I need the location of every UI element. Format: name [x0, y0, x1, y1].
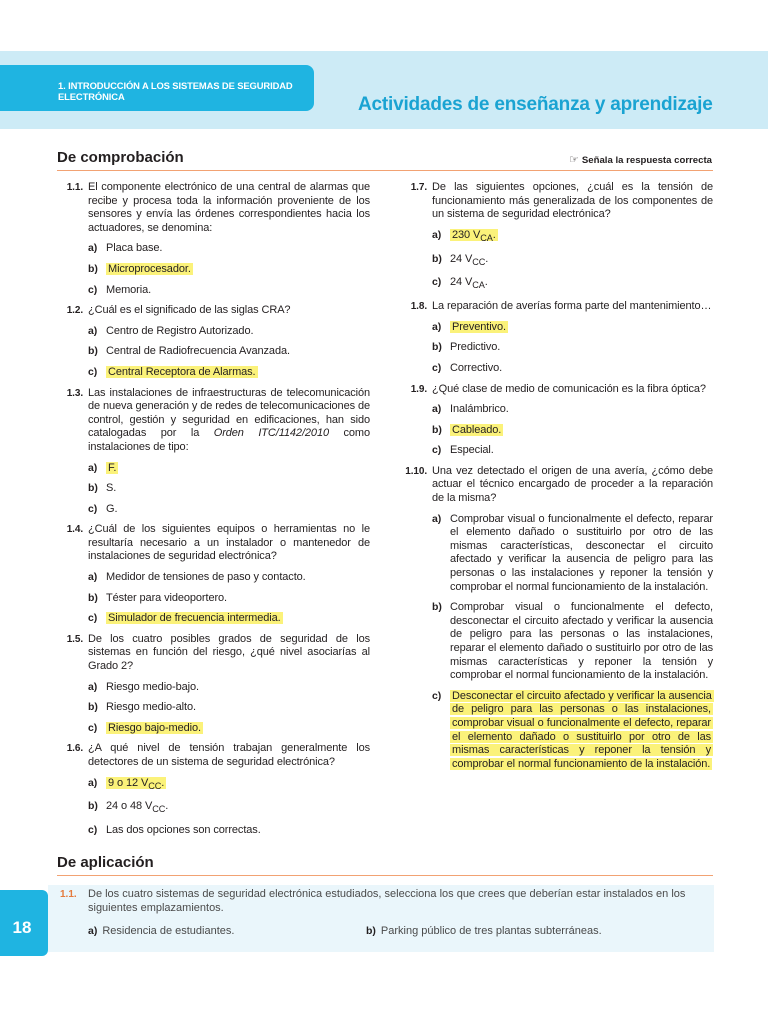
option-item	[88, 503, 370, 517]
option-highlighted	[88, 612, 370, 626]
question-item	[397, 181, 713, 293]
option-subscript: CA	[472, 280, 485, 291]
option-letter: b)	[88, 482, 98, 495]
option-text	[450, 601, 713, 681]
option-letter: b)	[88, 701, 98, 714]
option-text-main: 24 V	[450, 252, 473, 265]
option-text: Parking público de tres plantas subterráneas.	[380, 925, 602, 937]
question-text-part: La reparación de averías forma parte del mantenimiento…	[432, 300, 712, 313]
option-letter: b)	[432, 252, 442, 265]
option-text	[106, 777, 166, 789]
option-text-main: Comprobar visual o funcionalmente el defecto, desconectar el circuito afectado y verificar la ausencia de peligro para las personas o las instalaciones, reparar el elemento dañado o sustituirlo por otro de las mismas características y reponer la tensión y comprobar el normal funcionamiento de la instalación.	[450, 601, 713, 682]
option-letter: b)	[432, 423, 442, 436]
option-text-main: 24 V	[450, 276, 473, 289]
question-number: 1.6.	[66, 743, 83, 755]
option-text	[106, 503, 117, 515]
question-item	[57, 633, 370, 736]
options-list	[88, 681, 370, 736]
option-item	[88, 824, 370, 838]
comprobacion-title: De comprobación	[57, 149, 184, 166]
option-letter: c)	[432, 276, 442, 289]
question-text	[88, 304, 370, 379]
option-letter: a)	[432, 228, 442, 241]
aplicacion-title: De aplicación	[57, 854, 154, 871]
question-text-part: ¿A qué nivel de tensión trabajan generalmente los detectores de un sistema de seguridad electrónica?	[88, 742, 370, 768]
question-item	[57, 523, 370, 626]
question-item	[57, 742, 370, 837]
option-text-tail: .	[165, 800, 169, 813]
option-letter: c)	[88, 824, 98, 837]
option-item	[88, 800, 370, 817]
option-letter: c)	[88, 365, 98, 378]
aplicacion-question	[60, 888, 714, 915]
option-item	[88, 242, 370, 256]
section-heading: Actividades de enseñanza y aprendizaje	[358, 94, 713, 115]
option-text-tail: .	[484, 276, 488, 289]
question-text-part: como instalaciones de tipo:	[88, 427, 370, 453]
option-item	[432, 403, 713, 417]
option-text	[106, 701, 196, 713]
option-letter: a)	[432, 512, 442, 525]
option-letter: b)	[366, 925, 376, 937]
pointing-hand-icon: ☞	[569, 154, 579, 166]
option-text	[450, 253, 488, 265]
option-item	[432, 444, 713, 458]
question-item	[57, 304, 370, 379]
instruction-text: Señala la respuesta correcta	[581, 155, 712, 166]
option-text-main: Predictivo.	[450, 341, 501, 354]
option-item	[88, 701, 370, 715]
question-text: De los cuatro sistemas de seguridad electrónica estudiados, selecciona los que crees que deberían estar instalados en los siguientes emplazamientos.	[88, 888, 686, 914]
option-text	[106, 722, 203, 734]
option-letter: c)	[88, 283, 98, 296]
option-text-tail: .	[492, 228, 496, 241]
question-text-part: De los cuatro posibles grados de seguridad de los sistemas en función del riesgo, ¿qué nivel asociarías al Grado 2?	[88, 632, 370, 673]
question-item	[57, 181, 370, 297]
option-text-main: Central de Radiofrecuencia Avanzada.	[106, 345, 290, 358]
question-text-part: ¿Cuál de los siguientes equipos o herramientas no le resultaría necesario a un instalador o mantenedor de instalaciones de seguridad electrónica?	[88, 523, 370, 563]
option-text-main: S.	[106, 482, 117, 495]
option-text	[450, 690, 714, 770]
chapter-title: 1. INTRODUCCIÓN A LOS SISTEMAS DE SEGURIDAD ELECTRÓNICA	[58, 80, 293, 102]
option-text-main: 9 o 12 V	[108, 776, 149, 789]
option-text	[450, 513, 713, 593]
option-text-tail: .	[161, 776, 165, 789]
option-text-main: Central Receptora de Alarmas.	[108, 365, 256, 378]
option-letter: a)	[432, 320, 442, 333]
option-item	[88, 571, 370, 585]
question-text-part: Una vez detectado el origen de una avería, ¿cómo debe actuar el técnico encargado de proceder a la reparación de la misma?	[432, 464, 713, 505]
option-letter: a)	[88, 242, 98, 255]
question-number: 1.8.	[410, 301, 427, 313]
option-text	[450, 403, 509, 415]
question-number: 1.2.	[66, 305, 83, 317]
question-item	[397, 300, 713, 375]
option-text	[106, 681, 199, 693]
option-text	[106, 482, 116, 494]
option-text	[450, 341, 500, 353]
question-item	[397, 465, 713, 771]
left-column	[57, 181, 370, 845]
option-letter: a)	[88, 680, 98, 693]
options-list	[88, 777, 370, 838]
options-list	[432, 229, 713, 293]
options-list	[88, 571, 370, 626]
question-number: 1.1.	[60, 889, 77, 900]
option-text-main: Riesgo medio-alto.	[106, 701, 196, 714]
option-text-tail: .	[485, 252, 489, 265]
question-text-italic: Orden ITC/1142/2010	[213, 427, 329, 440]
option-text	[450, 229, 498, 241]
question-number: 1.5.	[66, 633, 83, 645]
option-text	[106, 325, 253, 337]
option-text-main: 230 V	[452, 228, 481, 241]
option-text-main: Centro de Registro Autorizado.	[106, 324, 254, 337]
option-letter: c)	[432, 361, 442, 374]
option-letter: b)	[88, 345, 98, 358]
question-text-part: ¿Qué clase de medio de comunicación es la fibra óptica?	[432, 382, 706, 395]
option-text-main: Las dos opciones son correctas.	[106, 824, 261, 837]
right-column	[397, 181, 713, 778]
option-text-main: Riesgo bajo-medio.	[108, 721, 201, 734]
option-text-main: Preventivo.	[452, 320, 506, 333]
option-highlighted	[88, 263, 370, 277]
option-subscript: CC	[148, 780, 162, 791]
question-text	[88, 181, 370, 297]
option-letter: a)	[88, 776, 98, 789]
question-text	[88, 742, 370, 837]
option-highlighted	[432, 229, 713, 246]
question-text-part: Las instalaciones de infraestructuras de telecomunicación de nueva generación y de redes de telecomunicaciones de control, gestión y seguridad en edificaciones, han sido catalogadas por la	[88, 386, 370, 440]
option-item	[88, 681, 370, 695]
options-list	[432, 321, 713, 376]
option-text-main: Comprobar visual o funcionalmente el defecto, reparar el elemento dañado o sustituirlo por otro de las mismas características, desconectar el circuito afectado y verificar la ausencia de peligro para las personas o las instalaciones y reponer la tensión y comprobar el normal funcionamiento de la instalación.	[450, 512, 713, 593]
option-letter: b)	[432, 341, 442, 354]
options-list	[432, 513, 713, 772]
option-text-main: Téster para videoportero.	[106, 591, 228, 604]
option-item	[88, 325, 370, 339]
aplicacion-option-b	[366, 925, 602, 937]
option-text-main: F.	[108, 461, 117, 474]
option-letter: b)	[88, 591, 98, 604]
option-text-main: Medidor de tensiones de paso y contacto.	[106, 571, 306, 584]
option-item	[432, 362, 713, 376]
question-number: 1.1.	[66, 182, 83, 193]
option-item	[88, 482, 370, 496]
option-text	[106, 263, 193, 275]
option-letter: a)	[88, 461, 98, 474]
option-letter: a)	[88, 324, 98, 337]
page-number: 18	[12, 918, 32, 937]
question-text-part: El componente electrónico de una central de alarmas que recibe y procesa toda la información proveniente de los sensores y envía las órdenes correspondientes hacia los actuadores, se denomina:	[88, 181, 370, 234]
option-letter: c)	[88, 502, 98, 515]
option-text	[450, 321, 508, 333]
option-text	[106, 345, 290, 357]
option-text: Residencia de estudiantes.	[102, 925, 235, 937]
option-highlighted	[432, 424, 713, 438]
option-letter: a)	[432, 403, 442, 416]
option-text	[106, 242, 162, 254]
question-text	[432, 181, 713, 293]
option-subscript: CC	[472, 256, 486, 267]
question-number: 1.3.	[66, 387, 83, 399]
option-text-main: Simulador de frecuencia intermedia.	[108, 612, 281, 625]
option-letter: a)	[88, 925, 98, 937]
option-letter: b)	[432, 601, 442, 614]
question-text	[88, 523, 370, 626]
options-list	[432, 403, 713, 458]
question-item	[397, 383, 713, 458]
option-letter: b)	[88, 262, 98, 275]
option-text-main: Microprocesador.	[108, 262, 191, 275]
option-item	[432, 341, 713, 355]
option-subscript: CC	[152, 804, 166, 815]
question-number: 1.10.	[405, 465, 427, 477]
option-text	[106, 612, 283, 624]
option-text-main: 24 o 48 V	[106, 800, 153, 813]
option-item	[432, 513, 713, 595]
option-letter: a)	[88, 571, 98, 584]
option-text	[106, 571, 306, 583]
option-highlighted	[88, 722, 370, 736]
option-text-main: Memoria.	[106, 283, 152, 296]
options-list	[88, 242, 370, 297]
option-letter: b)	[88, 800, 98, 813]
option-highlighted	[88, 462, 370, 476]
option-letter: c)	[88, 721, 98, 734]
option-text-main: Riesgo medio-bajo.	[106, 680, 199, 693]
options-list	[88, 462, 370, 517]
option-letter: c)	[88, 612, 98, 625]
option-text	[106, 824, 261, 836]
option-letter: c)	[432, 689, 442, 702]
question-text-part: ¿Cuál es el significado de las siglas CRA?	[88, 304, 291, 317]
option-text-main: Desconectar el circuito afectado y verificar la ausencia de peligro para las personas o las instalaciones, comprobar visual o funcionalmente el defecto, reparar el elemento dañado o sustituirlo por otro de las mismas características y reponer la tensión y comprobar el normal funcionamiento de la instalación.	[452, 689, 712, 770]
option-text-main: Correctivo.	[450, 361, 503, 374]
option-item	[432, 601, 713, 683]
question-text	[88, 387, 370, 517]
option-text	[106, 284, 151, 296]
option-text	[106, 462, 118, 474]
option-letter: c)	[432, 444, 442, 457]
question-number: 1.7.	[410, 182, 427, 193]
option-highlighted	[88, 777, 370, 794]
question-number: 1.9.	[410, 383, 427, 395]
option-highlighted	[88, 366, 370, 380]
question-text	[432, 465, 713, 771]
question-text	[88, 633, 370, 736]
options-list	[88, 325, 370, 380]
option-text-main: G.	[106, 502, 118, 515]
aplicacion-option-a	[88, 925, 234, 937]
option-text	[106, 592, 227, 604]
option-text-main: Placa base.	[106, 242, 163, 255]
option-subscript: CA	[480, 232, 493, 243]
option-text	[450, 362, 502, 374]
option-text	[106, 800, 169, 815]
option-text	[450, 444, 494, 456]
question-text	[432, 383, 713, 458]
question-item	[57, 387, 370, 517]
option-item	[432, 253, 713, 270]
question-text-part: De las siguientes opciones, ¿cuál es la tensión de funcionamiento más generalizada de los componentes de un sistema de seguridad electrónica?	[432, 181, 713, 221]
instruction	[569, 153, 712, 166]
option-text-main: Inalámbrico.	[450, 403, 509, 416]
option-text	[450, 276, 488, 291]
option-item	[88, 284, 370, 298]
option-item	[88, 592, 370, 606]
question-text	[432, 300, 713, 375]
option-text	[450, 424, 503, 436]
option-highlighted	[432, 690, 713, 772]
option-item	[88, 345, 370, 359]
comprobacion-rule	[57, 170, 713, 171]
option-item	[432, 276, 713, 293]
question-number: 1.4.	[66, 524, 83, 536]
option-text	[106, 366, 258, 378]
option-text-main: Especial.	[450, 444, 494, 457]
option-highlighted	[432, 321, 713, 335]
aplicacion-rule	[57, 875, 713, 876]
option-text-main: Cableado.	[452, 423, 502, 436]
